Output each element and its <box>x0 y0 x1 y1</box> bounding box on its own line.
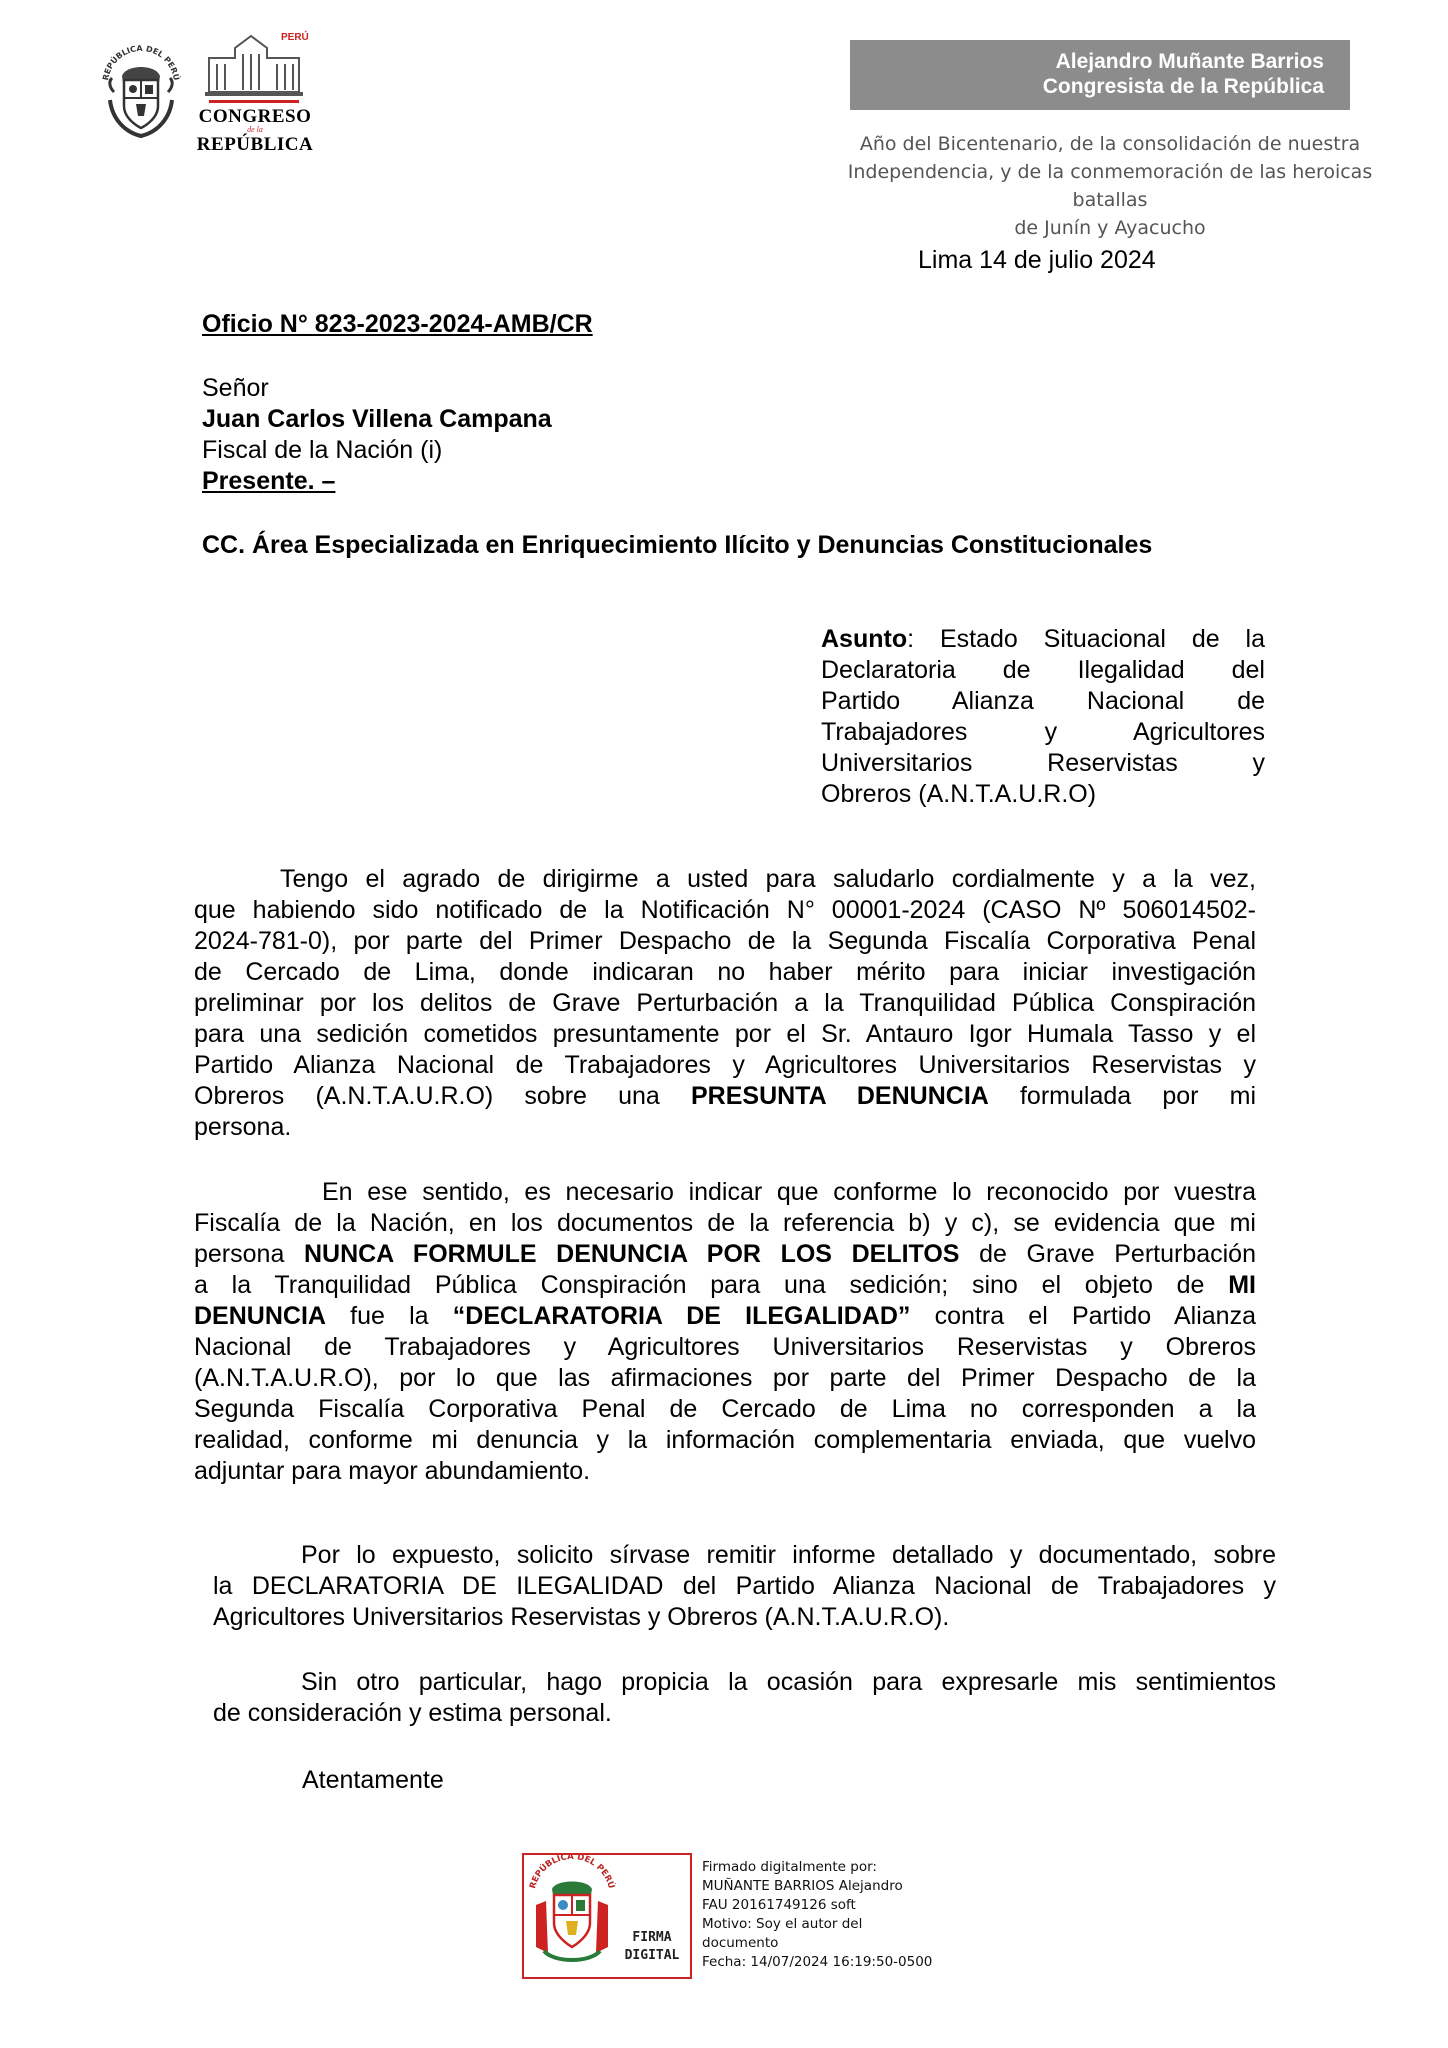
digital-signature-seal <box>522 1853 692 1979</box>
closing-phrase: Atentamente <box>302 1766 444 1794</box>
bold-text-run: “DECLARATORIA DE ILEGALIDAD” <box>452 1302 911 1330</box>
text-run: formulada por mi <box>988 1082 1256 1110</box>
text-run: Obreros (A.N.T.A.U.R.O) sobre una <box>194 1082 691 1110</box>
recipient-salutation: Señor <box>202 374 269 402</box>
text-run: persona <box>194 1240 304 1268</box>
congreso-logo-small: de la <box>247 125 263 134</box>
paragraph-line <box>194 1239 1256 1270</box>
paragraph-line: para una sedición cometidos presuntamente por el Sr. Antauro Igor Humala Tasso y el <box>194 1020 1256 1048</box>
paragraph-3 <box>213 1540 1276 1633</box>
congreso-logo-word1: CONGRESO <box>198 106 312 127</box>
seal-digital: DIGITAL <box>624 1948 680 1963</box>
peru-coat-of-arms-logo <box>100 40 182 140</box>
recipient-name: Juan Carlos Villena Campana <box>202 405 552 433</box>
signature-info-line: documento <box>702 1935 779 1951</box>
bold-text-run: PRESUNTA DENUNCIA <box>690 1082 989 1110</box>
motto-line: de Junín y Ayacucho <box>1014 217 1206 239</box>
paragraph-line <box>194 1301 1256 1332</box>
subject-line: : Estado Situacional de la <box>907 625 1265 653</box>
cc-line: CC. Área Especializada en Enriquecimiento Ilícito y Denuncias Constitucionales <box>202 531 1153 559</box>
paragraph-line: preliminar por los delitos de Grave Perturbación a la Tranquilidad Pública Conspiración <box>194 989 1256 1017</box>
paragraph-line: Nacional de Trabajadores y Agricultores Universitarios Reservistas y Obreros <box>194 1333 1256 1361</box>
congreso-logo <box>195 28 315 158</box>
banner-name: Alejandro Muñante Barrios <box>1055 50 1324 73</box>
signature-info-line: Fecha: 14/07/2024 16:19:50-0500 <box>702 1954 933 1970</box>
subject-line: Trabajadores y Agricultores <box>821 718 1265 746</box>
paragraph-line: adjuntar para mayor abundamiento. <box>194 1457 591 1485</box>
recipient-position: Fiscal de la Nación (i) <box>202 436 443 464</box>
paragraph-line: Tengo el agrado de dirigirme a usted para saludarlo cordialmente y a la vez, <box>280 865 1256 893</box>
paragraph-line: de consideración y estima personal. <box>213 1699 612 1727</box>
motto-line: Año del Bicentenario, de la consolidación de nuestra <box>859 133 1361 155</box>
paragraph-4 <box>213 1667 1276 1729</box>
signature-info-line: MUÑANTE BARRIOS Alejandro <box>702 1878 903 1894</box>
paragraph-line: realidad, conforme mi denuncia y la información complementaria enviada, que vuelvo <box>194 1426 1256 1454</box>
congressman-banner <box>850 40 1350 110</box>
motto-line: Independencia, y de la conmemoración de las heroicas batallas <box>847 161 1373 211</box>
subject-line: Declaratoria de Ilegalidad del <box>821 656 1265 684</box>
seal-firma: FIRMA <box>632 1930 672 1945</box>
bicentenario-motto <box>820 130 1400 242</box>
bold-text-run: MI <box>1228 1271 1256 1299</box>
subject-line: Universitarios Reservistas y <box>821 749 1265 777</box>
subject-line: Obreros (A.N.T.A.U.R.O) <box>821 780 1097 808</box>
escudo-caption: REPÚBLICA DEL PERÚ <box>101 43 181 82</box>
paragraph-line: Por lo expuesto, solicito sírvase remitir informe detallado y documentado, sobre <box>301 1541 1276 1569</box>
paragraph-line: (A.N.T.A.U.R.O), por lo que las afirmaciones por parte del Primer Despacho de la <box>194 1364 1256 1392</box>
letter-date: Lima 14 de julio 2024 <box>918 246 1156 274</box>
paragraph-line: Agricultores Universitarios Reservistas y Obreros (A.N.T.A.U.R.O). <box>213 1603 950 1631</box>
bold-text-run: NUNCA FORMULE DENUNCIA POR LOS DELITOS <box>303 1240 960 1268</box>
subject-label: Asunto <box>821 625 908 653</box>
text-run: contra el Partido Alianza <box>910 1302 1256 1330</box>
banner-role: Congresista de la República <box>1042 75 1324 98</box>
signature-info-line: Motivo: Soy el autor del <box>702 1916 863 1932</box>
paragraph-line: que habiendo sido notificado de la Notificación N° 00001-2024 (CASO Nº 506014502- <box>194 896 1256 924</box>
bold-text-run: DENUNCIA <box>194 1302 326 1330</box>
paragraph-line: Partido Alianza Nacional de Trabajadores y Agricultores Universitarios Reservistas y <box>194 1051 1256 1079</box>
paragraph-line <box>194 1081 1256 1112</box>
congreso-logo-peru: PERÚ <box>281 32 309 43</box>
digital-signature-info <box>702 1858 932 1972</box>
paragraph-1 <box>194 864 1256 1143</box>
paragraph-line: la DECLARATORIA DE ILEGALIDAD del Partido Alianza Nacional de Trabajadores y <box>213 1572 1276 1600</box>
paragraph-line: persona. <box>194 1113 292 1141</box>
subject-block <box>821 624 1265 810</box>
paragraph-line: Fiscalía de la Nación, en los documentos de la referencia b) y c), se evidencia que mi <box>194 1209 1256 1237</box>
recipient-presente: Presente. – <box>202 467 336 495</box>
text-run: a la Tranquilidad Pública Conspiración para una sedición; sino el objeto de <box>194 1271 1229 1299</box>
paragraph-line: de Cercado de Lima, donde indicaran no haber mérito para iniciar investigación <box>194 958 1256 986</box>
text-run: de Grave Perturbación <box>959 1240 1256 1268</box>
text-run: fue la <box>325 1302 453 1330</box>
recipient-block <box>202 373 552 497</box>
paragraph-line: Segunda Fiscalía Corporativa Penal de Cercado de Lima no corresponden a la <box>194 1395 1256 1423</box>
signature-info-line: FAU 20161749126 soft <box>702 1897 856 1913</box>
seal-caption: REPÚBLICA DEL PERÚ <box>528 1855 616 1890</box>
paragraph-line: 2024-781-0), por parte del Primer Despacho de la Segunda Fiscalía Corporativa Penal <box>194 927 1256 955</box>
signature-info-line: Firmado digitalmente por: <box>702 1859 877 1875</box>
congreso-logo-word2: REPÚBLICA <box>196 134 314 155</box>
oficio-number: Oficio N° 823-2023-2024-AMB/CR <box>202 310 593 338</box>
subject-line: Partido Alianza Nacional de <box>821 687 1265 715</box>
paragraph-line <box>194 1270 1256 1301</box>
paragraph-2 <box>194 1177 1256 1487</box>
paragraph-line: Sin otro particular, hago propicia la ocasión para expresarle mis sentimientos <box>301 1668 1276 1696</box>
paragraph-line: En ese sentido, es necesario indicar que conforme lo reconocido por vuestra <box>322 1178 1256 1206</box>
